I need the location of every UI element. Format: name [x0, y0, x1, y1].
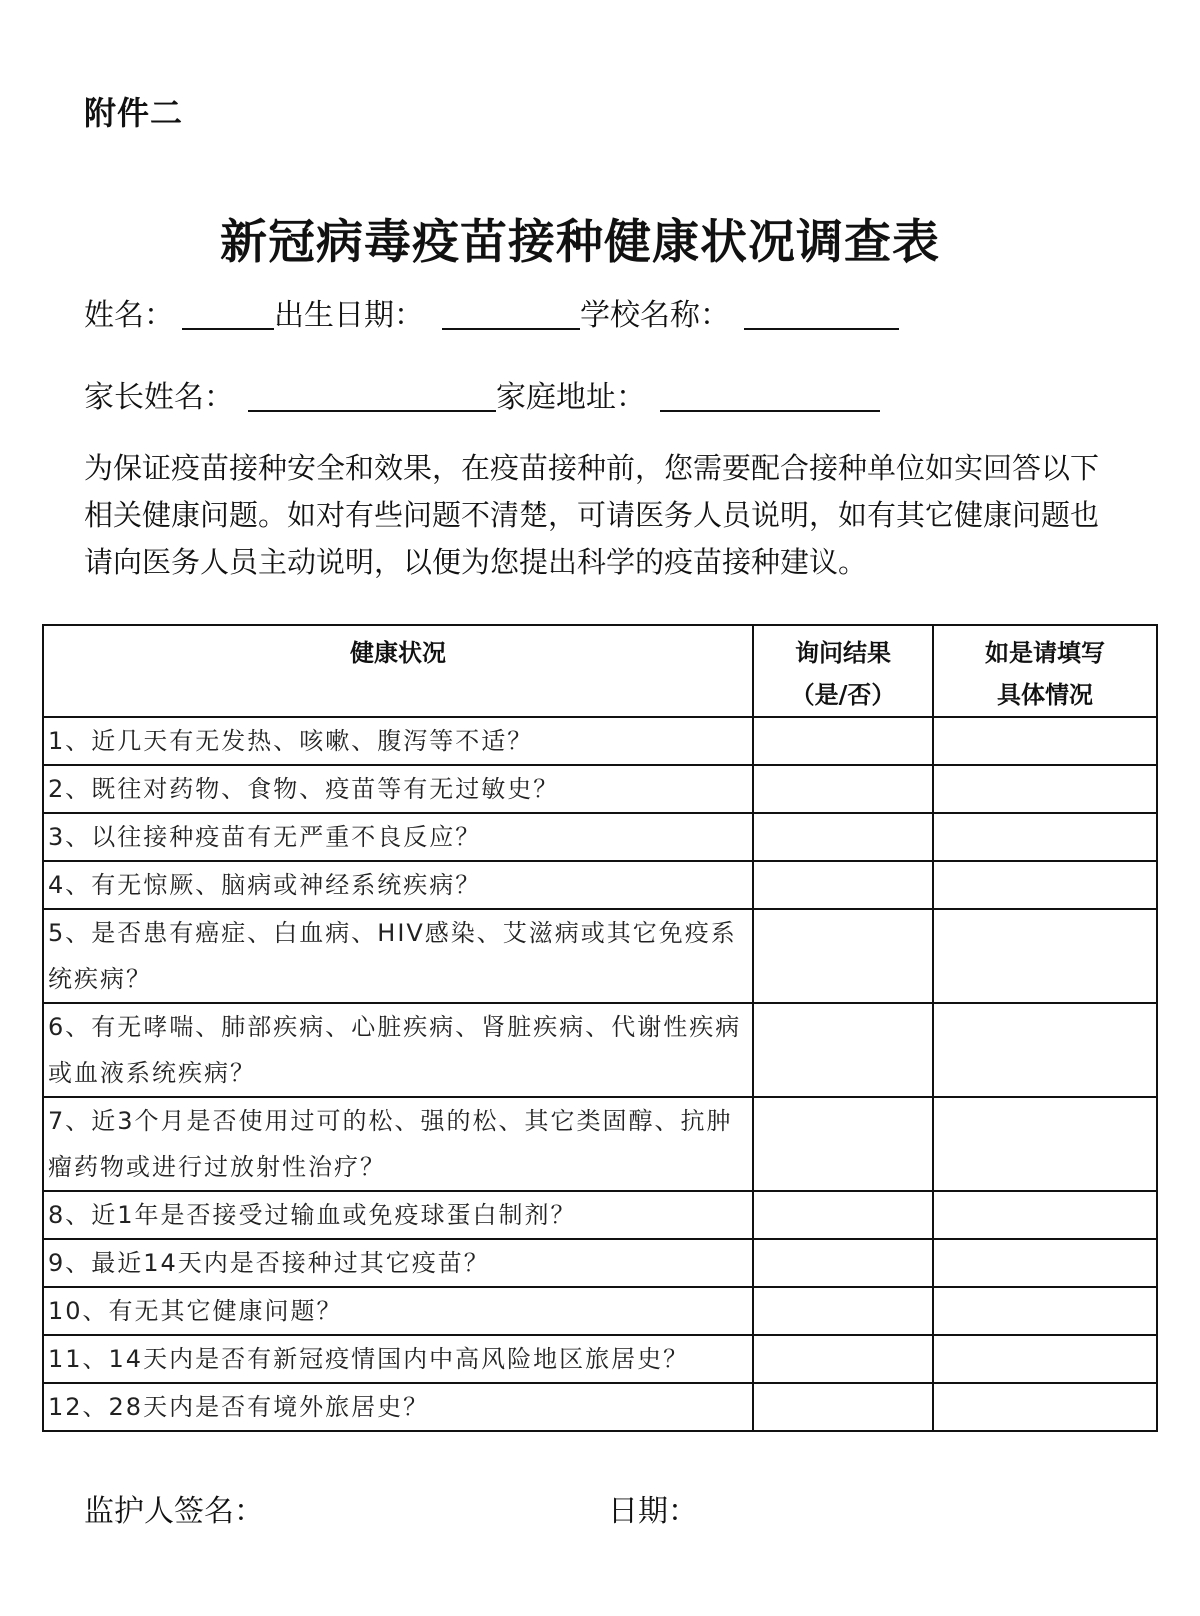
- header-result: [753, 625, 933, 717]
- detail-cell[interactable]: [933, 909, 1157, 1003]
- info-row-1: [84, 290, 899, 334]
- health-survey-table: [42, 624, 1158, 1432]
- question-cell: 6、有无哮喘、肺部疾病、心脏疾病、肾脏疾病、代谢性疾病或血液系统疾病？: [43, 1003, 753, 1097]
- detail-cell[interactable]: [933, 1383, 1157, 1431]
- result-cell[interactable]: [753, 1003, 933, 1097]
- birth-label: 出生日期：: [274, 298, 424, 333]
- table-row: [43, 1383, 1157, 1431]
- table-row: [43, 717, 1157, 765]
- detail-cell[interactable]: [933, 1239, 1157, 1287]
- guardian-signature[interactable]: [84, 1486, 264, 1530]
- detail-cell[interactable]: [933, 813, 1157, 861]
- name-label: 姓名：: [84, 298, 174, 333]
- detail-cell[interactable]: [933, 765, 1157, 813]
- signature-date[interactable]: [608, 1486, 698, 1530]
- question-cell: 9、最近14天内是否接种过其它疫苗？: [43, 1239, 753, 1287]
- table-row: [43, 1003, 1157, 1097]
- detail-cell[interactable]: [933, 861, 1157, 909]
- form-title: 新冠病毒疫苗接种健康状况调查表: [220, 215, 940, 270]
- question-cell: 7、近3个月是否使用过可的松、强的松、其它类固醇、抗肿瘤药物或进行过放射性治疗？: [43, 1097, 753, 1191]
- result-cell[interactable]: [753, 1239, 933, 1287]
- question-cell: 12、28天内是否有境外旅居史？: [43, 1383, 753, 1431]
- result-cell[interactable]: [753, 813, 933, 861]
- parent-name-blank[interactable]: [248, 380, 496, 412]
- header-detail-line2: 具体情况: [997, 680, 1093, 709]
- result-cell[interactable]: [753, 1191, 933, 1239]
- parent-name-label: 家长姓名：: [84, 380, 234, 415]
- result-cell[interactable]: [753, 1383, 933, 1431]
- table-row: [43, 861, 1157, 909]
- question-cell: 11、14天内是否有新冠疫情国内中高风险地区旅居史？: [43, 1335, 753, 1383]
- info-row-2: [84, 372, 880, 416]
- question-cell: 10、有无其它健康问题？: [43, 1287, 753, 1335]
- signature-date-label: 日期：: [608, 1494, 698, 1529]
- guardian-signature-label: 监护人签名：: [84, 1494, 264, 1529]
- result-cell[interactable]: [753, 861, 933, 909]
- table-header-row: [43, 625, 1157, 717]
- school-label: 学校名称：: [580, 298, 730, 333]
- result-cell[interactable]: [753, 765, 933, 813]
- attachment-label: 附件二: [84, 94, 184, 132]
- birth-blank[interactable]: [442, 298, 580, 330]
- table-row: [43, 1239, 1157, 1287]
- question-cell: 4、有无惊厥、脑病或神经系统疾病？: [43, 861, 753, 909]
- result-cell[interactable]: [753, 1287, 933, 1335]
- header-condition-text: 健康状况: [350, 638, 446, 667]
- school-blank[interactable]: [744, 298, 899, 330]
- detail-cell[interactable]: [933, 1191, 1157, 1239]
- address-label: 家庭地址：: [496, 380, 646, 415]
- table-row: [43, 909, 1157, 1003]
- result-cell[interactable]: [753, 1335, 933, 1383]
- detail-cell[interactable]: [933, 1097, 1157, 1191]
- table-row: [43, 765, 1157, 813]
- table-row: [43, 813, 1157, 861]
- header-result-line2: （是/否）: [790, 680, 896, 709]
- question-cell: 1、近几天有无发热、咳嗽、腹泻等不适？: [43, 717, 753, 765]
- header-result-line1: 询问结果: [795, 638, 891, 667]
- result-cell[interactable]: [753, 717, 933, 765]
- table-row: [43, 1097, 1157, 1191]
- result-cell[interactable]: [753, 1097, 933, 1191]
- header-detail-line1: 如是请填写: [985, 638, 1105, 667]
- address-blank[interactable]: [660, 380, 880, 412]
- question-cell: 8、近1年是否接受过输血或免疫球蛋白制剂？: [43, 1191, 753, 1239]
- detail-cell[interactable]: [933, 1287, 1157, 1335]
- name-blank[interactable]: [182, 298, 274, 330]
- table-row: [43, 1335, 1157, 1383]
- detail-cell[interactable]: [933, 1335, 1157, 1383]
- question-cell: 3、以往接种疫苗有无严重不良反应？: [43, 813, 753, 861]
- table-row: [43, 1287, 1157, 1335]
- question-cell: 2、既往对药物、食物、疫苗等有无过敏史？: [43, 765, 753, 813]
- result-cell[interactable]: [753, 909, 933, 1003]
- header-detail: [933, 625, 1157, 717]
- intro-paragraph: 为保证疫苗接种安全和效果，在疫苗接种前，您需要配合接种单位如实回答以下相关健康问题。如对有些问题不清楚，可请医务人员说明，如有其它健康问题也请向医务人员主动说明，以便为您提出科学的疫苗接种建议。: [84, 451, 1100, 579]
- table-row: [43, 1191, 1157, 1239]
- question-cell: 5、是否患有癌症、白血病、HIV感染、艾滋病或其它免疫系统疾病？: [43, 909, 753, 1003]
- detail-cell[interactable]: [933, 1003, 1157, 1097]
- detail-cell[interactable]: [933, 717, 1157, 765]
- header-condition: [43, 625, 753, 717]
